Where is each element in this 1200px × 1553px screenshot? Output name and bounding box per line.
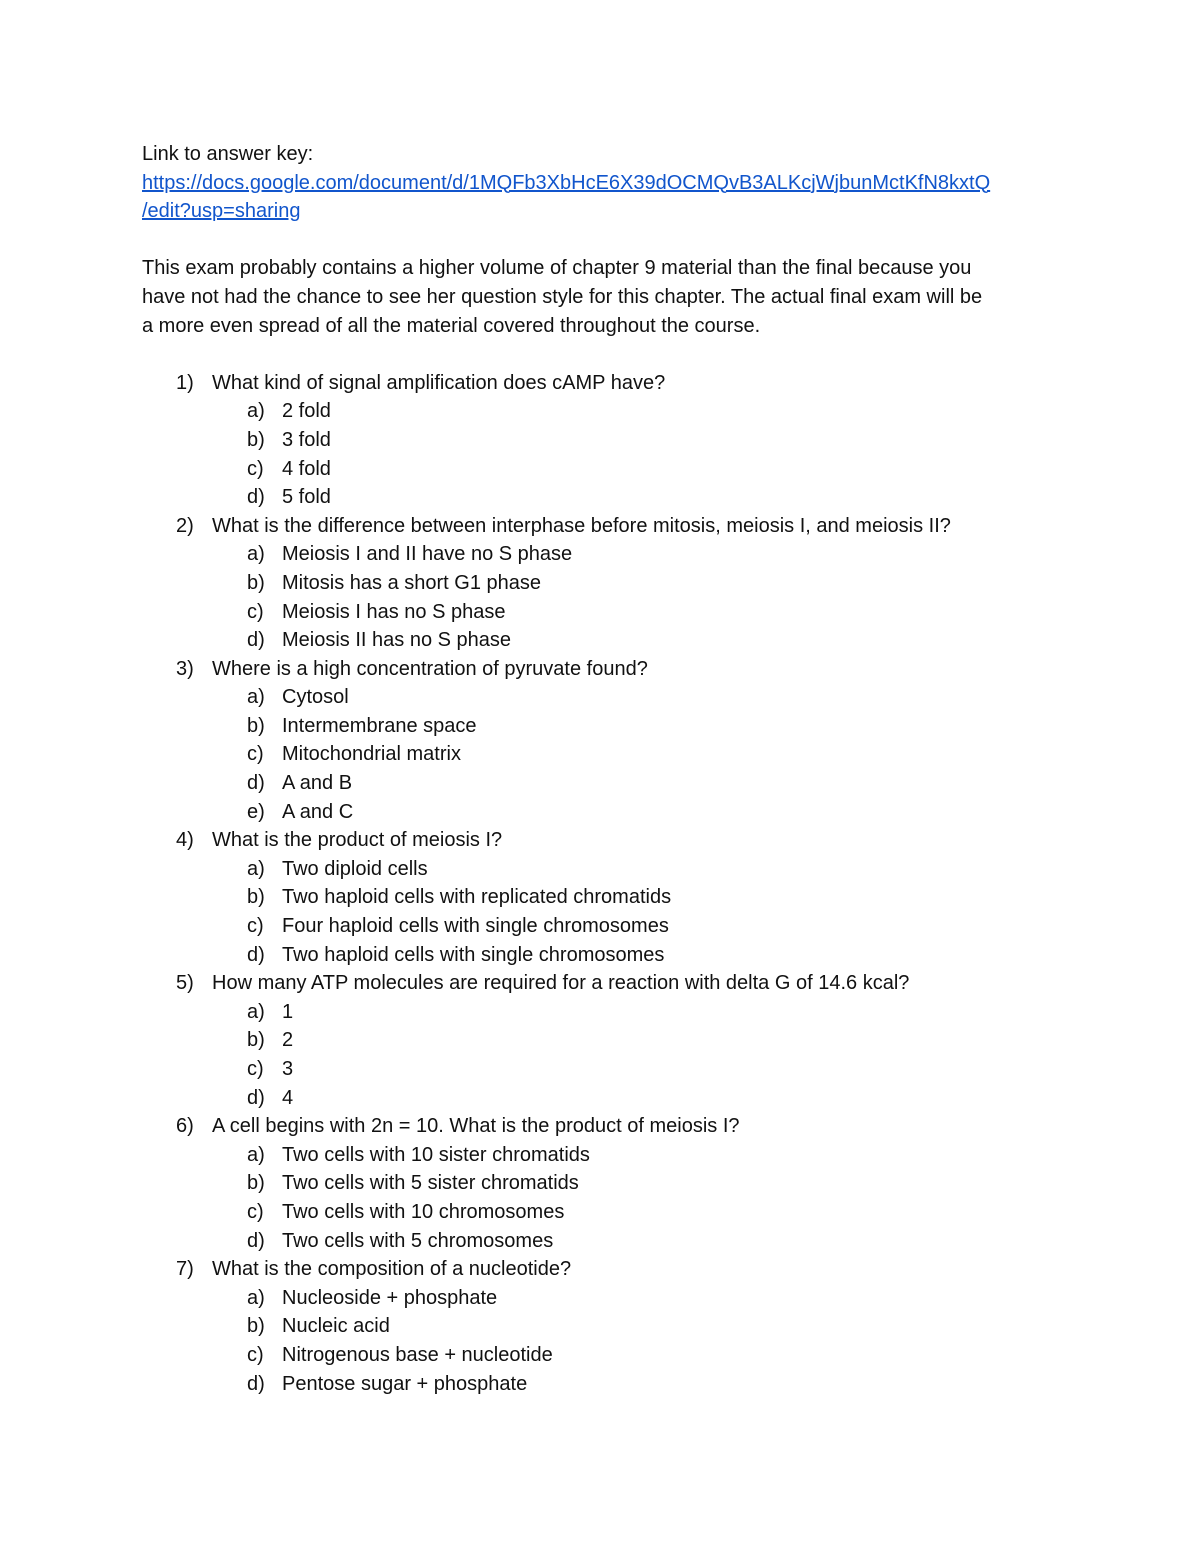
spacer (142, 340, 1072, 369)
answer-options (212, 1284, 1072, 1398)
question-number: 1) (176, 371, 194, 394)
option-letter: c) (247, 1200, 264, 1223)
intro-line: a more even spread of all the material covered throughout the course. (142, 314, 761, 337)
answer-option (212, 626, 1072, 655)
answer-key-link[interactable] (142, 169, 1072, 226)
answer-option (212, 883, 1072, 912)
option-letter: d) (247, 943, 265, 966)
option-letter: a) (247, 686, 265, 709)
option-text: 4 (282, 1086, 294, 1109)
option-text: 1 (282, 1000, 294, 1023)
question-item (142, 826, 1072, 969)
option-text: A and C (282, 800, 354, 823)
option-text: Two diploid cells (282, 857, 428, 880)
question-text: Where is a high concentration of pyruvate found? (212, 657, 648, 680)
answer-option (212, 941, 1072, 970)
option-text: Two cells with 5 chromosomes (282, 1229, 554, 1252)
option-letter: b) (247, 1315, 265, 1338)
question-text: What kind of signal amplification does cAMP have? (212, 371, 666, 394)
option-text: 2 fold (282, 400, 331, 423)
option-letter: c) (247, 1058, 264, 1080)
answer-option (212, 598, 1072, 627)
option-letter: c) (247, 457, 264, 480)
option-text: Two cells with 10 chromosomes (282, 1200, 565, 1223)
answer-options (212, 683, 1072, 826)
question-text: What is the product of meiosis I? (212, 829, 503, 852)
question-number: 2) (176, 514, 194, 537)
option-letter: d) (247, 1229, 265, 1252)
option-letter: c) (247, 743, 264, 766)
option-text: Meiosis II has no S phase (282, 629, 512, 652)
option-letter: b) (247, 1172, 265, 1195)
answer-option (212, 1026, 1072, 1055)
option-letter: d) (247, 1372, 265, 1395)
answer-option (212, 397, 1072, 426)
answer-key-url-line2[interactable]: /edit?usp=sharing (142, 200, 301, 223)
option-letter: d) (247, 1086, 265, 1109)
answer-option (212, 912, 1072, 941)
question-number: 7) (176, 1258, 194, 1281)
intro-paragraph (142, 254, 1072, 340)
intro-line: have not had the chance to see her question style for this chapter. The actual final exam will be (142, 285, 983, 308)
answer-option (212, 998, 1072, 1027)
option-letter: e) (247, 800, 265, 823)
answer-key-section (142, 140, 1072, 226)
answer-option (212, 712, 1072, 741)
option-letter: b) (247, 886, 265, 909)
option-letter: b) (247, 571, 265, 594)
answer-key-label: Link to answer key: (142, 143, 314, 165)
option-letter: b) (247, 1029, 265, 1052)
answer-options (212, 1141, 1072, 1255)
option-text: Pentose sugar + phosphate (282, 1372, 528, 1395)
answer-option (212, 798, 1072, 827)
option-letter: a) (247, 1143, 265, 1166)
question-text: A cell begins with 2n = 10. What is the product of meiosis I? (212, 1115, 740, 1138)
question-item (142, 655, 1072, 827)
option-text: Meiosis I has no S phase (282, 600, 506, 623)
answer-option (212, 426, 1072, 455)
option-text: A and B (282, 772, 353, 795)
answer-option (212, 1370, 1072, 1399)
answer-options (212, 855, 1072, 969)
option-letter: d) (247, 772, 265, 795)
option-text: 5 fold (282, 486, 331, 509)
option-text: Meiosis I and II have no S phase (282, 543, 573, 566)
answer-option (212, 1169, 1072, 1198)
option-letter: b) (247, 428, 265, 451)
answer-option (212, 1141, 1072, 1170)
answer-option (212, 540, 1072, 569)
option-text: Nucleoside + phosphate (282, 1286, 498, 1309)
option-text: 3 fold (282, 428, 331, 451)
answer-options (212, 397, 1072, 511)
answer-option (212, 1284, 1072, 1313)
option-letter: a) (247, 400, 265, 423)
answer-key-url-line1[interactable]: https://docs.google.com/document/d/1MQFb3XbHcE6X39dOCMQvB3ALKcjWjbunMctKfN8kxtQ (142, 171, 991, 194)
question-item (142, 512, 1072, 655)
intro-line: This exam probably contains a higher volume of chapter 9 material than the final because you (142, 257, 972, 280)
answer-option (212, 1227, 1072, 1256)
answer-option (212, 1198, 1072, 1227)
option-text: Nitrogenous base + nucleotide (282, 1343, 553, 1366)
question-number: 6) (176, 1115, 194, 1138)
question-item (142, 1112, 1072, 1255)
spacer (142, 226, 1072, 255)
option-letter: a) (247, 1286, 265, 1309)
question-text: How many ATP molecules are required for a reaction with delta G of 14.6 kcal? (212, 972, 910, 995)
answer-options (212, 540, 1072, 654)
answer-option (212, 455, 1072, 484)
option-text: Two haploid cells with replicated chromatids (282, 886, 672, 909)
answer-option (212, 1055, 1072, 1084)
question-number: 5) (176, 972, 194, 995)
option-text: Two haploid cells with single chromosomes (282, 943, 665, 966)
question-list (142, 369, 1072, 1398)
answer-option (212, 483, 1072, 512)
option-text: 2 (282, 1029, 294, 1052)
option-text: Cytosol (282, 686, 349, 709)
question-item (142, 369, 1072, 512)
question-item (142, 969, 1072, 1112)
option-text: Intermembrane space (282, 714, 477, 737)
option-text: Four haploid cells with single chromosomes (282, 915, 669, 938)
question-number: 3) (176, 657, 194, 680)
answer-option (212, 1312, 1072, 1341)
question-number: 4) (176, 829, 194, 852)
option-letter: a) (247, 1000, 265, 1023)
option-letter: b) (247, 714, 265, 737)
answer-option (212, 1341, 1072, 1370)
option-letter: d) (247, 629, 265, 652)
answer-option (212, 683, 1072, 712)
option-letter: c) (247, 1343, 264, 1366)
answer-option (212, 740, 1072, 769)
option-text: Mitosis has a short G1 phase (282, 571, 542, 594)
question-item (142, 1255, 1072, 1398)
option-text: Two cells with 5 sister chromatids (282, 1172, 579, 1195)
option-text: Two cells with 10 sister chromatids (282, 1143, 590, 1166)
answer-option (212, 1084, 1072, 1113)
question-text: What is the composition of a nucleotide? (212, 1258, 572, 1281)
answer-options (212, 998, 1072, 1112)
option-text: 4 fold (282, 457, 331, 480)
option-text: 3 (282, 1058, 294, 1080)
option-text: Mitochondrial matrix (282, 743, 461, 766)
answer-option (212, 769, 1072, 798)
answer-option (212, 569, 1072, 598)
option-letter: d) (247, 486, 265, 509)
document-page (142, 140, 1072, 1398)
option-letter: a) (247, 857, 265, 880)
option-letter: a) (247, 543, 265, 566)
question-text: What is the difference between interphase before mitosis, meiosis I, and meiosis II? (212, 514, 951, 537)
option-letter: c) (247, 915, 264, 938)
option-letter: c) (247, 600, 264, 623)
answer-option (212, 855, 1072, 884)
option-text: Nucleic acid (282, 1315, 390, 1338)
